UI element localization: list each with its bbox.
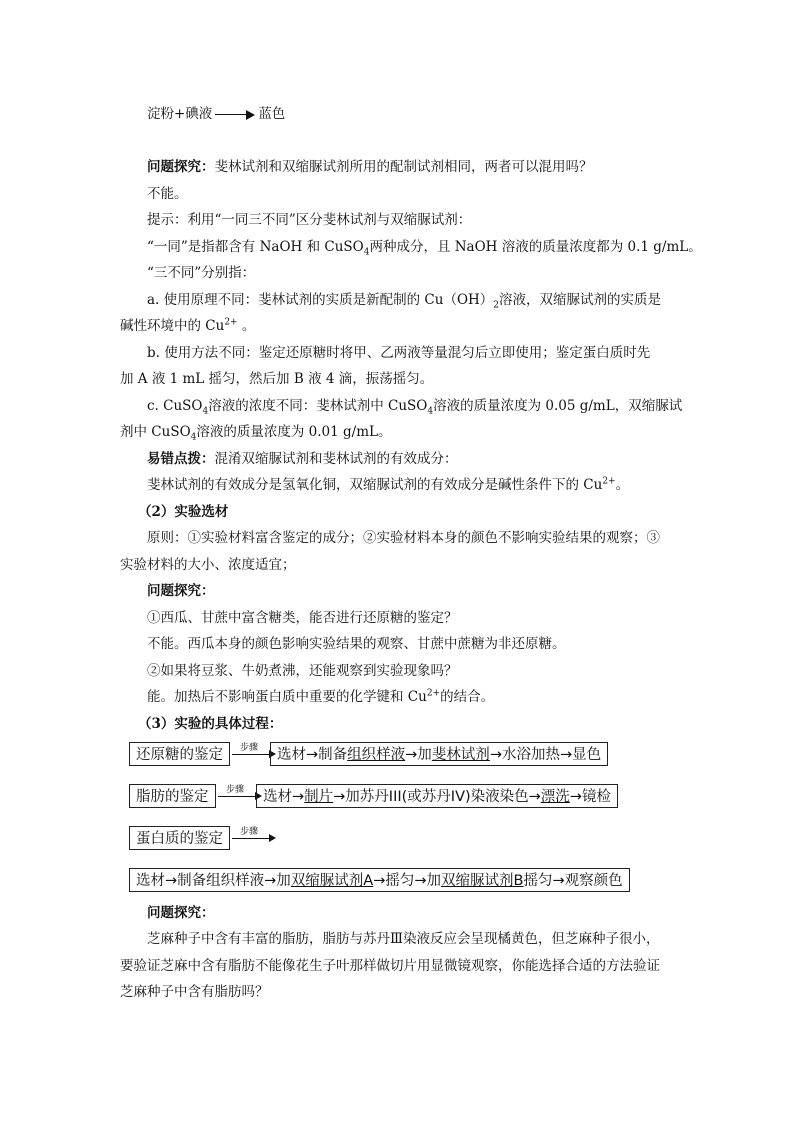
sec2-p2: 实验材料的大小、浓度适宜； [120, 557, 296, 573]
q1-c2-sub: 4 [190, 432, 197, 443]
flow-sugar-step-label: 步骤 [240, 743, 259, 753]
sec2-q1: ①西瓜、甘蔗中富含糖类，能否进行还原糖的鉴定？ [147, 610, 458, 626]
q1-c2-b: 溶液的质量浓度为 0.01 g/mL。 [196, 424, 392, 440]
tip-body-sup: 2+ [602, 476, 616, 487]
flow-sugar-u2: 斐林试剂 [431, 747, 490, 763]
q3-l1: 芝麻种子中含有丰富的脂肪，脂肪与苏丹Ⅲ染液反应会呈现橘黄色，但芝麻种子很小， [147, 931, 660, 947]
q1-b1: b. 使用方法不同：鉴定还原糖时将甲、乙两液等量混匀后立即使用；鉴定蛋白质时先 [147, 345, 651, 361]
flow-protein-title: 蛋白质的鉴定 [129, 826, 230, 850]
q1-diff: “三不同”分别指： [147, 265, 256, 281]
sec2-q-label: 问题探究： [147, 583, 215, 599]
tip-line [147, 449, 458, 469]
q1-line [147, 157, 593, 177]
flow-fat-p2: →加苏丹III(或苏丹IV)染液染色→ [333, 789, 541, 805]
q1-a1-b: 溶液，双缩脲试剂的实质是 [499, 292, 662, 308]
q1-text: 斐林试剂和双缩脲试剂所用的配制试剂相同，两者可以混用吗？ [214, 159, 593, 175]
q1-same [147, 237, 702, 257]
q1-label: 问题探究： [147, 159, 215, 175]
sec2-heading: （2）实验选材 [138, 504, 229, 520]
q1-a2-b: 。 [237, 318, 256, 334]
intro-line [147, 104, 285, 124]
q1-a2 [120, 316, 255, 336]
flow-protein-p3: 摇匀→观察颜色 [523, 873, 623, 889]
q1-a1-a: a. 使用原理不同：斐林试剂的实质是新配制的 Cu（OH） [147, 292, 494, 308]
intro-left: 淀粉+碘液 [147, 106, 213, 122]
sec2-a2-sup: 2+ [426, 688, 441, 699]
intro-right: 蓝色 [258, 106, 286, 122]
q1-a1-sub: 2 [493, 300, 500, 311]
sec2-a2-b: 的结合。 [440, 689, 495, 705]
arrow-right-icon [215, 110, 255, 120]
sec3-heading: （3）实验的具体过程： [138, 716, 283, 732]
flow-protein-p1: 选材→制备组织样液→加 [136, 873, 291, 889]
flow-fat-steps [256, 784, 618, 808]
flow-protein-u2: 双缩脲试剂B [441, 873, 524, 889]
flow-fat-u2: 漂洗 [540, 789, 570, 805]
tip-text: 混淆双缩脲试剂和斐林试剂的有效成分： [214, 451, 458, 467]
flow-fat-p3: →镜检 [569, 789, 611, 805]
tip-body-b: 。 [615, 477, 630, 493]
q1-b2: 加 A 液 1 mL 摇匀，然后加 B 液 4 滴，振荡摇匀。 [120, 371, 434, 387]
q1-hint: 提示：利用“一同三不同”区分斐林试剂与双缩脲试剂： [147, 212, 472, 228]
q1-same-a: “一同”是指都含有 NaOH 和 CuSO [147, 239, 364, 255]
sec2-a2-a: 能。加热后不影响蛋白质中重要的化学键和 Cu [147, 689, 427, 705]
q1-c1-sub: 4 [202, 406, 209, 417]
flow-fat-title: 脂肪的鉴定 [129, 784, 216, 808]
flow-sugar-p3: →水浴加热→显色 [489, 747, 602, 763]
flow-protein-step-label: 步骤 [240, 827, 259, 837]
q1-c2 [120, 422, 391, 442]
flow-fat-step-label: 步骤 [226, 785, 245, 795]
q1-same-b: 两种成分，且 NaOH 溶液的质量浓度都为 0.1 g/mL。 [369, 239, 702, 255]
flow-protein-p2: →摇匀→加 [373, 873, 442, 889]
flow-sugar-p1: 选材→制备 [277, 747, 348, 763]
flow-sugar-p2: →加 [405, 747, 432, 763]
sec2-a2 [147, 687, 494, 707]
q3-l3: 芝麻种子中含有脂肪吗？ [120, 984, 269, 1000]
flow-sugar-title: 还原糖的鉴定 [129, 742, 230, 766]
q1-c1 [147, 396, 682, 416]
q1-c1-sub2: 4 [427, 406, 434, 417]
q1-same-sub: 4 [363, 247, 370, 258]
q3-l2: 要验证芝麻中含有脂肪不能像花生子叶那样做切片用显微镜观察，你能选择合适的方法验证 [120, 958, 660, 974]
sec2-a1: 不能。西瓜本身的颜色影响实验结果的观察、甘蔗中蔗糖为非还原糖。 [147, 636, 566, 652]
sec2-q2: ②如果将豆浆、牛奶煮沸，还能观察到实验现象吗？ [147, 663, 458, 679]
tip-body [147, 475, 629, 495]
q1-answer: 不能。 [147, 186, 188, 202]
flow-sugar-u1: 组织样液 [347, 747, 406, 763]
q1-c1-c: 溶液的质量浓度为 0.05 g/mL，双缩脲试 [433, 398, 683, 414]
tip-body-a: 斐林试剂的有效成分是氢氧化铜，双缩脲试剂的有效成分是碱性条件下的 Cu [147, 477, 603, 493]
tip-label: 易错点拨： [147, 451, 215, 467]
flow-protein-steps [129, 868, 630, 892]
q1-a2-a: 碱性环境中的 Cu [120, 318, 225, 334]
q3-label: 问题探究： [147, 905, 215, 921]
q1-c2-a: 剂中 CuSO [120, 424, 191, 440]
flow-sugar-steps [270, 742, 608, 766]
q1-a2-sup: 2+ [224, 317, 238, 328]
flow-fat-p1: 选材→ [263, 789, 305, 805]
q1-c1-b: 溶液的浓度不同：斐林试剂中 CuSO [208, 398, 428, 414]
q1-a1 [147, 290, 661, 310]
flow-protein-step-arrow [232, 826, 276, 846]
flow-protein-u1: 双缩脲试剂A [290, 873, 374, 889]
q1-c1-a: c. CuSO [147, 398, 203, 414]
flow-fat-u1: 制片 [304, 789, 334, 805]
sec2-p1: 原则：①实验材料富含鉴定的成分；②实验材料本身的颜色不影响实验结果的观察；③ [147, 530, 660, 546]
